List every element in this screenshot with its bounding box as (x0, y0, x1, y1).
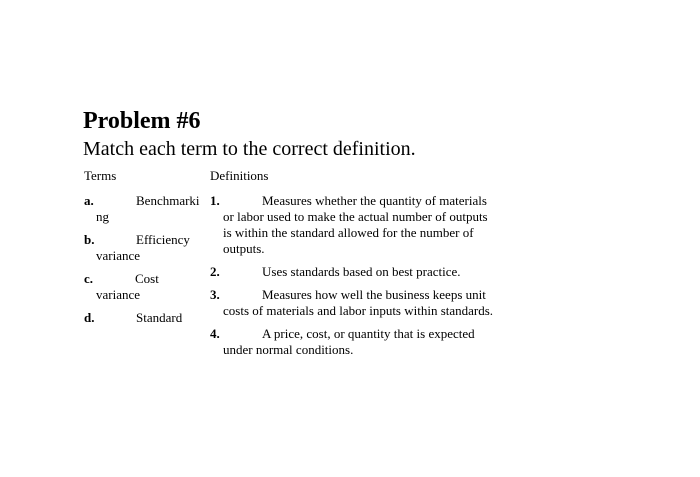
term-word: Efficiency (136, 232, 190, 247)
definition-number: 1. (210, 193, 220, 208)
problem-title: Problem #6 (83, 108, 201, 134)
definition-line: or labor used to make the actual number of outputs (223, 209, 488, 224)
definitions-header: Definitions (210, 168, 269, 183)
definition-line: is within the standard allowed for the number of (223, 225, 474, 240)
definition-line: Measures how well the business keeps unit (262, 287, 486, 302)
definition-line: outputs. (223, 241, 265, 256)
definition-line: Uses standards based on best practice. (262, 264, 461, 279)
term-letter: a. (84, 193, 94, 208)
term-word-continued: variance (96, 287, 141, 302)
term-letter: c. (84, 271, 94, 286)
term-word: Benchmarki (136, 193, 200, 208)
definition-number: 2. (210, 264, 220, 279)
term-letter: b. (84, 232, 95, 247)
definition-line: A price, cost, or quantity that is expected (262, 326, 475, 341)
term-word-continued: ng (96, 209, 109, 224)
terms-header: Terms (84, 168, 117, 183)
definition-number: 4. (210, 326, 220, 341)
term-word: Standard (136, 310, 183, 325)
term-word: Cost (135, 271, 159, 286)
term-letter: d. (84, 310, 95, 325)
problem-instruction: Match each term to the correct definition. (83, 138, 416, 160)
definition-line: costs of materials and labor inputs within standards. (223, 303, 494, 318)
definition-number: 3. (210, 287, 220, 302)
definition-line: Measures whether the quantity of materials (262, 193, 487, 208)
definition-line: under normal conditions. (223, 342, 354, 357)
term-word-continued: variance (96, 248, 141, 263)
